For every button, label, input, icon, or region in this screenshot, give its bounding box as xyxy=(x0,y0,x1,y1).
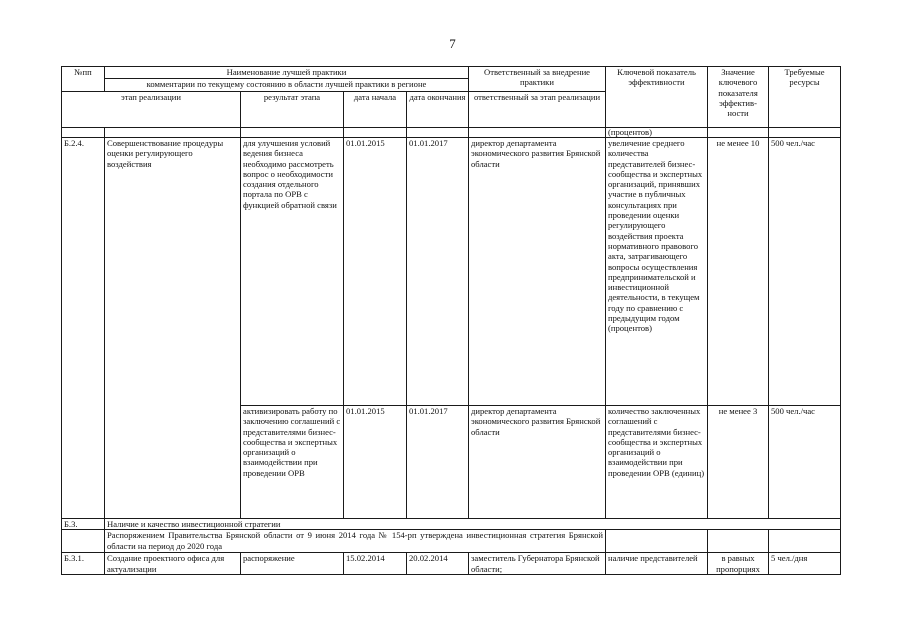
start-date: 01.01.2015 xyxy=(344,406,407,519)
resources: 500 чел./час xyxy=(769,406,841,519)
kpi-value: в равных пропорциях xyxy=(708,553,769,575)
header-start-date: дата начала xyxy=(344,92,407,128)
stage-result: распоряжение xyxy=(241,553,344,575)
stage-result: для улучшения условий ведения бизнеса необходимо рассмотреть вопрос о необходимости создания отдельного портала по ОРВ с функцией обратной связи xyxy=(241,138,344,406)
table-row xyxy=(62,138,841,406)
header-practice-name: Наименование лучшей практики xyxy=(105,67,469,79)
end-date: 01.01.2017 xyxy=(407,406,469,519)
header-num: №пп xyxy=(62,67,105,92)
header-row-1 xyxy=(62,67,841,79)
resources: 5 чел./дня xyxy=(769,553,841,575)
row-number: Б.3. xyxy=(62,519,105,530)
end-date: 01.01.2017 xyxy=(407,138,469,406)
kpi-value: не менее 10 xyxy=(708,138,769,406)
header-end-date: дата окончания xyxy=(407,92,469,128)
header-kpi: Ключевой показатель эффективности xyxy=(606,67,708,128)
kpi: количество заключенных соглашений с представителями бизнес-сообщества и экспертных организаций о взаимодействии при проведении ОРВ (единиц) xyxy=(606,406,708,519)
stage-result: активизировать работу по заключению соглашений с представителями бизнес-сообщества и экспертных организаций о взаимодействии при проведении ОРВ xyxy=(241,406,344,519)
practice-name: Совершенствование процедуры оценки регулирующего воздействия xyxy=(105,138,241,519)
row-number: Б.3.1. xyxy=(62,553,105,575)
table-row xyxy=(62,530,841,553)
carry-over-row xyxy=(62,128,841,138)
end-date: 20.02.2014 xyxy=(407,553,469,575)
header-responsible-stage: ответственный за этап реализации xyxy=(469,92,606,128)
carry-over-text: (процентов) xyxy=(606,128,708,138)
practice-name: Создание проектного офиса для актуализации xyxy=(105,553,241,575)
kpi-value: не менее 3 xyxy=(708,406,769,519)
page-number: 7 xyxy=(449,36,456,51)
responsible: заместитель Губернатора Брянской области; xyxy=(469,553,606,575)
header-responsible: Ответственный за внедрение практики xyxy=(469,67,606,92)
responsible: директор департамента экономического развития Брянской области xyxy=(469,138,606,406)
resources: 500 чел./час xyxy=(769,138,841,406)
header-result: результат этапа xyxy=(241,92,344,128)
responsible: директор департамента экономического развития Брянской области xyxy=(469,406,606,519)
kpi: наличие представителей xyxy=(606,553,708,575)
start-date: 15.02.2014 xyxy=(344,553,407,575)
header-kpi-value: Значение ключевого показателя эффектив-ности xyxy=(708,67,769,128)
practice-table xyxy=(61,66,841,575)
table-row xyxy=(62,519,841,530)
start-date: 01.01.2015 xyxy=(344,138,407,406)
table-row xyxy=(62,553,841,575)
header-comments: комментарии по текущему состоянию в области лучшей практики в регионе xyxy=(105,79,469,92)
practice-comment: Распоряжением Правительства Брянской области от 9 июня 2014 года № 154-рп утверждена инвестиционная стратегия Брянской области на период до 2020 года xyxy=(105,530,606,553)
row-number: Б.2.4. xyxy=(62,138,105,519)
header-stage: этап реализации xyxy=(62,92,241,128)
practice-name: Наличие и качество инвестиционной стратегии xyxy=(105,519,841,530)
kpi: увеличение среднего количества представителей бизнес-сообщества и экспертных организаций, принявших участие в публичных консультациях при проведении оценки регулирующего воздействия проекта нормативного правового акта, затрагивающего вопросы осуществления предпринимательской и инвестиционной деятельности, в текущем году по сравнению с предыдущим годом (процентов) xyxy=(606,138,708,406)
header-resources: Требуемые ресурсы xyxy=(769,67,841,128)
